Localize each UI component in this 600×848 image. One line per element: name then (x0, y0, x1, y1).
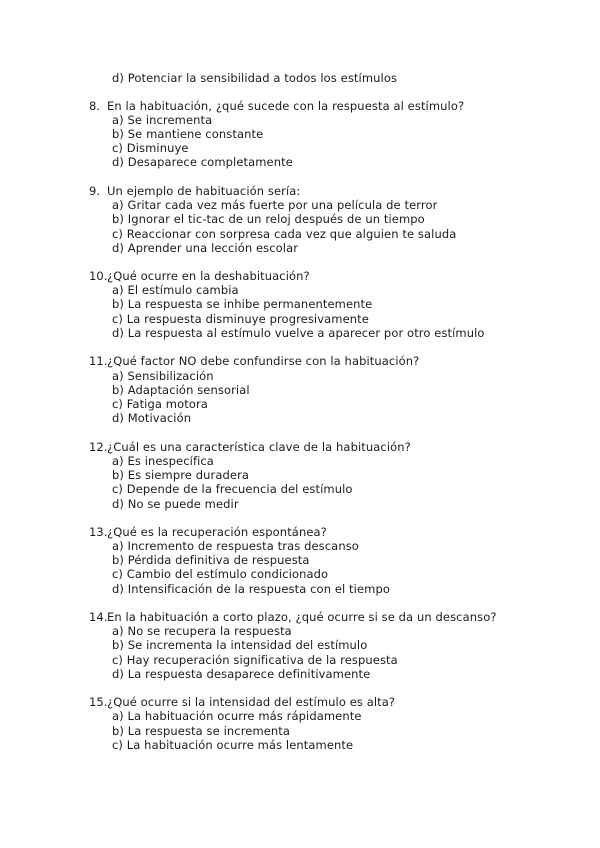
question-number: 9. (89, 184, 101, 198)
option: d) Desaparece completamente (112, 155, 293, 169)
question-number: 8. (89, 99, 101, 113)
option: a) La habituación ocurre más rápidamente (112, 709, 362, 723)
question-text: Un ejemplo de habituación sería: (107, 184, 301, 198)
question-11 (89, 354, 419, 368)
option: a) Sensibilización (112, 369, 214, 383)
option: a) No se recupera la respuesta (112, 624, 292, 638)
option: b) Adaptación sensorial (112, 383, 250, 397)
option: c) Hay recuperación significativa de la respuesta (112, 653, 398, 667)
option: b) Se incrementa la intensidad del estímulo (112, 638, 368, 652)
question-number: 15. (89, 695, 108, 709)
option: b) Se mantiene constante (112, 127, 264, 141)
option: b) La respuesta se incrementa (112, 724, 291, 738)
option: d) Motivación (112, 411, 192, 425)
option: b) Es siempre duradera (112, 468, 250, 482)
option: d) La respuesta desaparece definitivamente (112, 667, 371, 681)
option: c) Depende de la frecuencia del estímulo (112, 482, 353, 496)
option: c) Fatiga motora (112, 397, 208, 411)
option: a) Gritar cada vez más fuerte por una película de terror (112, 198, 438, 212)
question-number: 12. (89, 440, 108, 454)
option: b) La respuesta se inhibe permanentemente (112, 297, 373, 311)
option: a) Se incrementa (112, 113, 213, 127)
option: c) La respuesta disminuye progresivamente (112, 312, 369, 326)
question-9 (89, 184, 300, 198)
question-text: ¿Cuál es una característica clave de la habituación? (107, 440, 411, 454)
lead-option: d) Potenciar la sensibilidad a todos los estímulos (112, 71, 398, 85)
question-14 (89, 610, 497, 624)
question-number: 10. (89, 269, 108, 283)
option: a) El estímulo cambia (112, 283, 239, 297)
option: a) Incremento de respuesta tras descanso (112, 539, 359, 553)
option: d) No se puede medir (112, 497, 239, 511)
question-text: ¿Qué es la recuperación espontánea? (107, 525, 327, 539)
option: c) Reaccionar con sorpresa cada vez que alguien te saluda (112, 227, 457, 241)
option: c) La habituación ocurre más lentamente (112, 738, 354, 752)
question-text: ¿Qué factor NO debe confundirse con la habituación? (107, 354, 420, 368)
option: c) Cambio del estímulo condicionado (112, 567, 329, 581)
question-text: ¿Qué ocurre en la deshabituación? (107, 269, 310, 283)
question-text: En la habituación a corto plazo, ¿qué ocurre si se da un descanso? (107, 610, 497, 624)
option: d) La respuesta al estímulo vuelve a aparecer por otro estímulo (112, 326, 485, 340)
question-13 (89, 525, 327, 539)
option: b) Ignorar el tic-tac de un reloj después de un tiempo (112, 212, 425, 226)
option: a) Es inespecífica (112, 454, 214, 468)
question-number: 11. (89, 354, 108, 368)
question-text: ¿Qué ocurre si la intensidad del estímulo es alta? (107, 695, 396, 709)
question-text: En la habituación, ¿qué sucede con la respuesta al estímulo? (107, 99, 465, 113)
option: c) Disminuye (112, 141, 189, 155)
question-number: 13. (89, 525, 108, 539)
option: b) Pérdida definitiva de respuesta (112, 553, 310, 567)
question-12 (89, 440, 411, 454)
question-8 (89, 99, 464, 113)
question-15 (89, 695, 395, 709)
question-number: 14. (89, 610, 108, 624)
option: d) Aprender una lección escolar (112, 241, 299, 255)
question-10 (89, 269, 310, 283)
option: d) Intensificación de la respuesta con el tiempo (112, 582, 390, 596)
